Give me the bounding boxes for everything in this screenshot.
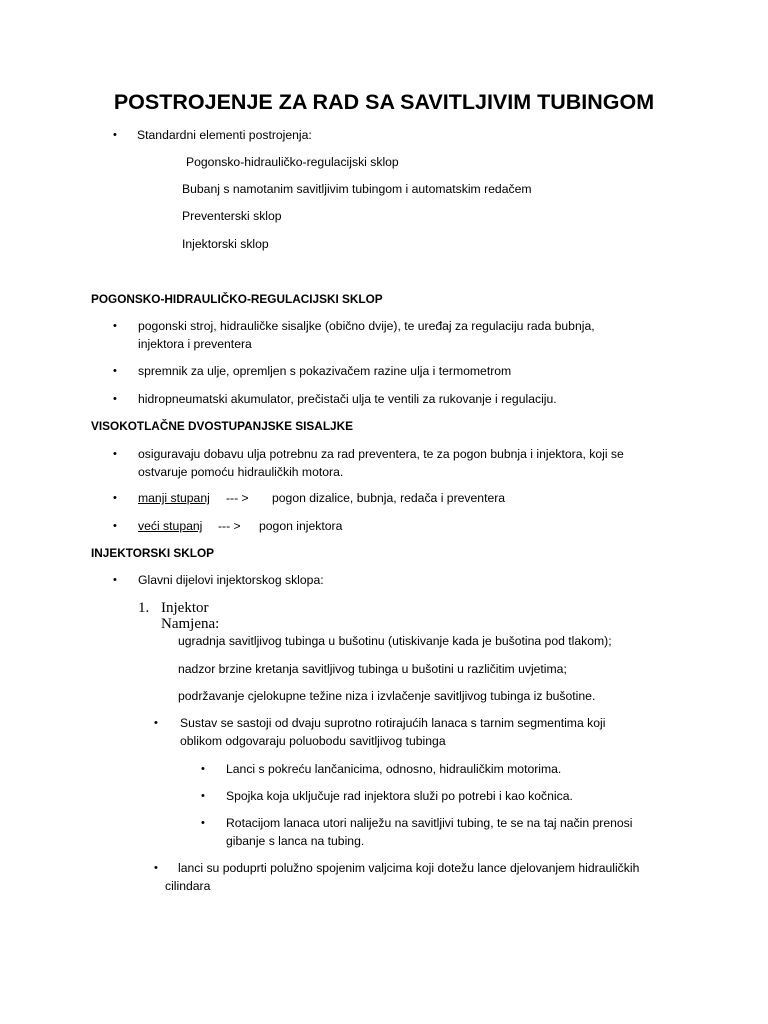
list-item-text: injektora i preventera	[138, 337, 252, 351]
purpose-text: podržavanje cjelokupne težine niza i izvlačenje savitljivog tubinga iz bušotine.	[178, 689, 596, 703]
list-item-text: lanci su poduprti polužno spojenim valjcima koji dotežu lance djelovanjem hidrauličkih	[178, 861, 640, 875]
section-heading: VISOKOTLAČNE DVOSTUPANJSKE SISALJKE	[91, 419, 353, 433]
bullet: •	[113, 365, 117, 377]
list-item-text: pogonski stroj, hidrauličke sisaljke (obično dvije), te uređaj za regulaciju rada bubnja,	[138, 319, 595, 333]
term-underlined: veći stupanj	[138, 519, 203, 533]
bullet: •	[113, 520, 117, 532]
list-item-text: osiguravaju dobavu ulja potrebnu za rad preventera, te za pogon bubnja i injektora, koji se	[138, 447, 624, 461]
intro-lead: Standardni elementi postrojenja:	[137, 128, 312, 142]
page-title: POSTROJENJE ZA RAD SA SAVITLJIVIM TUBINGOM	[113, 90, 655, 114]
list-item-text: ostvaruje pomoću hidrauličkih motora.	[138, 465, 344, 479]
bullet: •	[154, 717, 158, 729]
arrow-text: --- >	[218, 519, 241, 533]
list-item-text: Glavni dijelovi injektorskog sklopa:	[138, 573, 324, 587]
bullet: •	[201, 790, 205, 802]
purpose-text: ugradnja savitljivog tubinga u bušotinu (utiskivanje kada je bušotina pod tlakom);	[178, 634, 612, 648]
term-underlined: manji stupanj	[138, 491, 210, 505]
numbered-item-number: 1.	[138, 600, 150, 616]
list-item-text: Spojka koja uključuje rad injektora služi po potrebi i kao kočnica.	[226, 789, 573, 803]
section-heading: POGONSKO-HIDRAULIČKO-REGULACIJSKI SKLOP	[91, 292, 383, 306]
list-item-text: Rotacijom lanaca utori naliježu na savitljivi tubing, te se na taj način prenosi	[226, 816, 633, 830]
numbered-item-title: Injektor	[161, 600, 209, 616]
list-item-text: Sustav se sastoji od dvaju suprotno rotirajućih lanaca s tarnim segmentima koji	[180, 716, 606, 730]
bullet: •	[154, 862, 158, 874]
list-item-text: hidropneumatski akumulator, prečistači ulja te ventili za rukovanje i regulaciju.	[138, 392, 557, 406]
list-item-text: pogon injektora	[259, 519, 343, 533]
list-item-text: oblikom odgovaraju poluobodu savitljivog tubinga	[180, 734, 446, 748]
bullet: •	[113, 320, 117, 332]
bullet: •	[113, 129, 117, 141]
arrow-text: --- >	[226, 491, 249, 505]
intro-item: Bubanj s namotanim savitljivim tubingom i automatskim redačem	[182, 182, 532, 196]
bullet: •	[201, 817, 205, 829]
section-heading: INJEKTORSKI SKLOP	[91, 546, 215, 560]
list-item-text: gibanje s lanca na tubing.	[226, 834, 365, 848]
list-item-text: pogon dizalice, bubnja, redača i preventera	[272, 491, 506, 505]
intro-item: Preventerski sklop	[182, 209, 282, 223]
bullet: •	[113, 492, 117, 504]
bullet: •	[113, 574, 117, 586]
list-item-text: spremnik za ulje, opremljen s pokazivačem razine ulja i termometrom	[138, 364, 512, 378]
intro-item: Injektorski sklop	[182, 237, 269, 251]
purpose-label: Namjena:	[161, 616, 220, 632]
purpose-text: nadzor brzine kretanja savitljivog tubinga u bušotini u različitim uvjetima;	[178, 662, 567, 676]
list-item-text: cilindara	[165, 879, 211, 893]
intro-item: Pogonsko-hidrauličko-regulacijski sklop	[186, 155, 399, 169]
bullet: •	[113, 448, 117, 460]
bullet: •	[113, 393, 117, 405]
bullet: •	[201, 763, 205, 775]
list-item-text: Lanci s pokreću lančanicima, odnosno, hidrauličkim motorima.	[226, 762, 562, 776]
